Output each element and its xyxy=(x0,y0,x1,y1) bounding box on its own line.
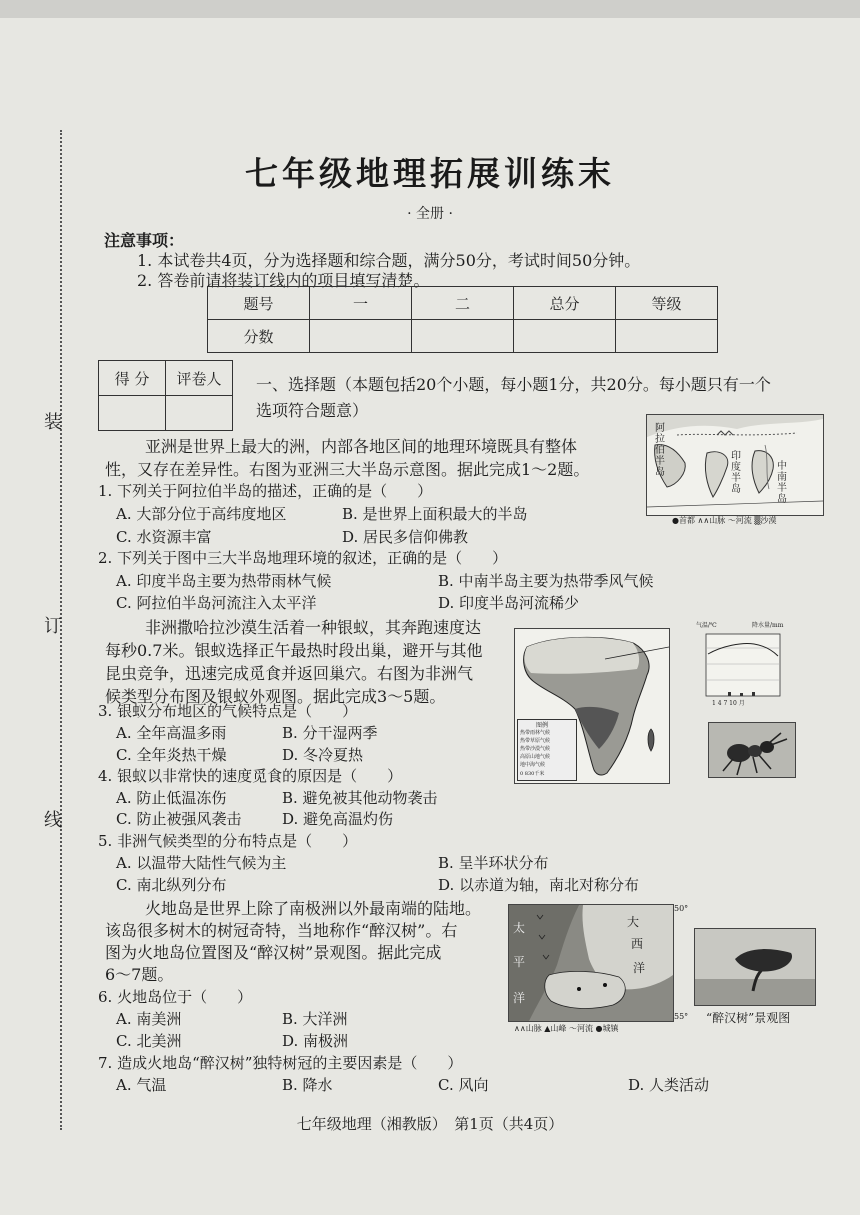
silver-ant-photo xyxy=(708,722,796,778)
notice-heading: 注意事项： xyxy=(104,231,185,250)
score-header-cell: 等级 xyxy=(616,287,718,320)
fuego-map-drawing xyxy=(509,905,673,1021)
tree-drawing xyxy=(695,929,815,1005)
score-header-cell: 总分 xyxy=(514,287,616,320)
legend-item: 热带草原气候 xyxy=(520,738,551,744)
legend-item: 热带雨林气候 xyxy=(520,730,551,736)
africa-climate-map xyxy=(514,628,670,784)
passage2-line: 非洲撒哈拉沙漠生活着一种银蚁，其奔跑速度达 xyxy=(145,618,482,637)
score-cell xyxy=(310,320,412,353)
q2-option-d: D. 印度半岛河流稀少 xyxy=(438,594,580,612)
passage3-line: 图为火地岛位置图及“醉汉树”景观图。据此完成 xyxy=(105,943,442,962)
passage3-line: 该岛很多树木的树冠奇特，当地称作“醉汉树”。右 xyxy=(105,921,458,940)
passage2-line: 每秒0.7米。银蚁选择正午最热时段出巢，避开与其他 xyxy=(105,641,483,660)
q6-option-c: C. 北美洲 xyxy=(116,1032,182,1050)
page-footer: 七年级地理（湘教版） 第1页（共4页） xyxy=(296,1115,564,1133)
map1-legend: ●首都 ∧∧山脉 〜河流 ▒沙漠 xyxy=(672,516,777,525)
binding-char-xian: 线 xyxy=(44,810,62,831)
grader-table xyxy=(98,360,233,431)
pacific-label: 洋 xyxy=(513,991,526,1005)
q3-stem: 3. 银蚁分布地区的气候特点是（ ） xyxy=(98,702,358,720)
map3-legend: ∧∧山脉 ▲山峰 〜河流 ●城镇 xyxy=(514,1024,619,1033)
grader-name-label: 评卷人 xyxy=(166,361,233,396)
drunk-tree-caption: “醉汉树”景观图 xyxy=(706,1011,791,1025)
q6-option-b: B. 大洋洲 xyxy=(282,1010,348,1028)
q3-option-c: C. 全年炎热干燥 xyxy=(116,746,227,764)
q1-option-c: C. 水资源丰富 xyxy=(116,528,212,546)
q2-stem: 2. 下列关于图中三大半岛地理环境的叙述，正确的是（ ） xyxy=(98,549,508,567)
legend-item: 高原山地气候 xyxy=(520,754,551,760)
ant-drawing xyxy=(709,723,795,777)
q4-option-a: A. 防止低温冻伤 xyxy=(116,789,227,807)
q4-stem: 4. 银蚁以非常快的速度觅食的原因是（ ） xyxy=(98,767,403,785)
q7-option-c: C. 风向 xyxy=(438,1076,489,1094)
q2-option-a: A. 印度半岛主要为热带雨林气候 xyxy=(116,572,332,590)
section1-heading-cont: 选项符合题意） xyxy=(256,401,369,420)
pacific-label: 太 xyxy=(513,921,526,935)
grader-score-cell xyxy=(99,396,166,431)
ocean-label: 西 xyxy=(631,937,644,951)
passage1-line: 亚洲是世界上最大的洲，内部各地区间的地理环境既具有整体 xyxy=(145,437,578,456)
asia-peninsulas-map xyxy=(646,414,824,516)
q2-option-b: B. 中南半岛主要为热带季风气候 xyxy=(438,572,654,590)
score-cell xyxy=(616,320,718,353)
legend-title: 图例 xyxy=(536,722,549,729)
passage2-line: 候类型分布图及银蚁外观图。据此完成3～5题。 xyxy=(105,687,446,706)
q1-option-a: A. 大部分位于高纬度地区 xyxy=(116,505,287,523)
score-cell xyxy=(412,320,514,353)
passage1-line: 性，又存在差异性。右图为亚洲三大半岛示意图。据此完成1～2题。 xyxy=(105,460,590,479)
section1-heading: 一、选择题（本题包括20个小题，每小题1分，共20分。每小题只有一个 xyxy=(256,375,771,394)
q4-option-c: C. 防止被强风袭击 xyxy=(116,810,242,828)
score-cell xyxy=(514,320,616,353)
ocean-label: 大 xyxy=(627,915,640,929)
score-table xyxy=(207,286,718,353)
lat-label-bottom: 55° xyxy=(674,1012,689,1021)
legend-item: 热带沙漠气候 xyxy=(520,746,551,752)
q4-option-d: D. 避免高温灼伤 xyxy=(282,810,394,828)
chart-months: 1 4 7 10 月 xyxy=(712,700,745,707)
q5-stem: 5. 非洲气候类型的分布特点是（ ） xyxy=(98,832,358,850)
q6-option-d: D. 南极洲 xyxy=(282,1032,349,1050)
drunk-tree-photo xyxy=(694,928,816,1006)
legend-item: 地中海气候 xyxy=(520,762,546,768)
q1-option-d: D. 居民多信仰佛教 xyxy=(342,528,469,546)
notice-item-1: 1. 本试卷共4页，分为选择题和综合题，满分50分，考试时间50分钟。 xyxy=(137,251,641,270)
binding-char-zhuang: 装 xyxy=(44,412,62,433)
notice-item-2: 2. 答卷前请将装订线内的项目填写清楚。 xyxy=(137,271,430,290)
score-header-cell: 二 xyxy=(412,287,514,320)
score-header-cell: 题号 xyxy=(208,287,310,320)
map-label-indochina: 中南半岛 xyxy=(777,461,787,505)
q5-option-b: B. 呈半环状分布 xyxy=(438,854,549,872)
binding-char-ding: 订 xyxy=(44,616,62,637)
q5-option-c: C. 南北纵列分布 xyxy=(116,876,227,894)
exam-subtitle: · 全册 · xyxy=(407,206,453,222)
q5-option-a: A. 以温带大陆性气候为主 xyxy=(116,854,287,872)
map-scale: 0 830千米 xyxy=(520,771,545,777)
map-label-india: 印度半岛 xyxy=(731,451,741,495)
q1-stem: 1. 下列关于阿拉伯半岛的描述，正确的是（ ） xyxy=(98,482,433,500)
q6-stem: 6. 火地岛位于（ ） xyxy=(98,988,253,1006)
q7-option-a: A. 气温 xyxy=(116,1076,167,1094)
grader-score-label: 得 分 xyxy=(99,361,166,396)
q1-option-b: B. 是世界上面积最大的半岛 xyxy=(342,505,528,523)
map-label-arabia: 阿拉伯半岛 xyxy=(655,423,665,478)
q7-stem: 7. 造成火地岛“醉汉树”独特树冠的主要因素是（ ） xyxy=(98,1054,463,1072)
q4-option-b: B. 避免被其他动物袭击 xyxy=(282,789,438,807)
grader-name-cell xyxy=(166,396,233,431)
passage2-line: 昆虫竞争，迅速完成觅食并返回巢穴。右图为非洲气 xyxy=(105,664,474,683)
score-header-cell: 一 xyxy=(310,287,412,320)
q2-option-c: C. 阿拉伯半岛河流注入太平洋 xyxy=(116,594,317,612)
q5-option-d: D. 以赤道为轴，南北对称分布 xyxy=(438,876,640,894)
climate-chart xyxy=(692,622,792,707)
q3-option-d: D. 冬冷夏热 xyxy=(282,746,364,764)
q6-option-a: A. 南美洲 xyxy=(116,1010,182,1028)
score-row-label: 分数 xyxy=(208,320,310,353)
ocean-label: 洋 xyxy=(633,961,646,975)
tierra-del-fuego-map xyxy=(508,904,674,1022)
africa-legend-box xyxy=(517,719,577,781)
q7-option-d: D. 人类活动 xyxy=(628,1076,710,1094)
q3-option-a: A. 全年高温多雨 xyxy=(116,724,227,742)
q3-option-b: B. 分干湿两季 xyxy=(282,724,378,742)
pacific-label: 平 xyxy=(513,955,526,969)
chart-ylabel-right: 降水量/mm xyxy=(752,622,784,629)
exam-title: 七年级地理拓展训练末 xyxy=(245,154,615,193)
lat-label-top: 50° xyxy=(674,904,689,913)
chart-ylabel-left: 气温/℃ xyxy=(696,622,717,629)
climate-chart-drawing xyxy=(692,628,792,706)
q7-option-b: B. 降水 xyxy=(282,1076,333,1094)
passage3-line: 6～7题。 xyxy=(105,965,174,984)
passage3-line: 火地岛是世界上除了南极洲以外最南端的陆地。 xyxy=(145,899,482,918)
